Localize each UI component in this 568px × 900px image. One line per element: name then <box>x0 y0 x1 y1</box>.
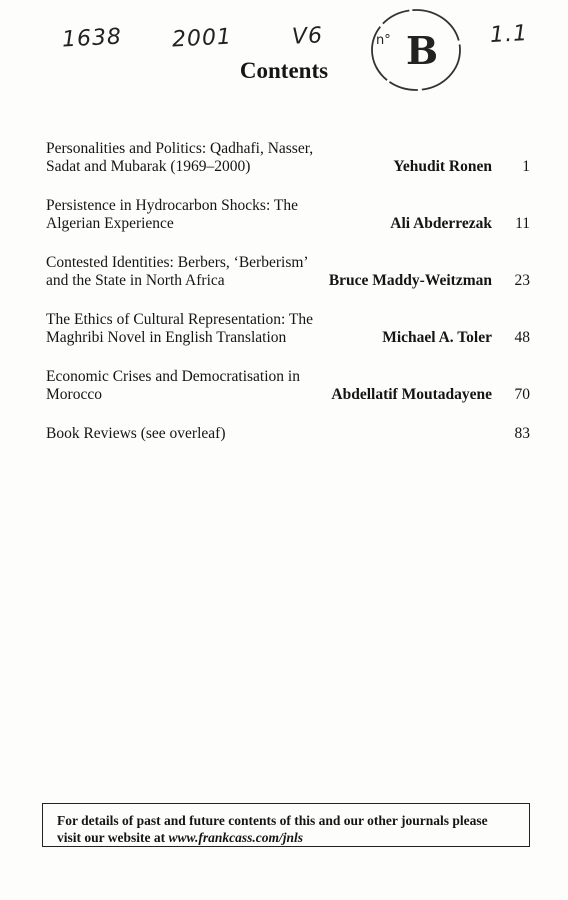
page-number: 70 <box>514 386 530 403</box>
page-number: 83 <box>514 425 530 442</box>
stamp-letter: B <box>406 28 439 73</box>
page-number: 1 <box>522 158 530 175</box>
article-title: Contested Identities: Berbers, ‘Berberism’ and the State in North Africa <box>46 254 308 289</box>
website-notice-box <box>42 803 530 847</box>
handwritten-year: 2001 <box>171 24 233 53</box>
article-author: Abdellatif Moutadayene <box>331 386 492 403</box>
page-number: 23 <box>514 272 530 289</box>
page-title: Contents <box>239 58 329 83</box>
stamp-label: n° <box>376 33 391 48</box>
toc-entry-2 <box>46 197 534 233</box>
handwritten-issue: 1.1 <box>489 21 529 48</box>
article-author: Bruce Maddy-Weitzman <box>328 272 492 289</box>
article-title: Economic Crises and Democratisation in Morocco <box>46 368 300 403</box>
article-author: Yehudit Ronen <box>393 158 492 175</box>
toc-entry-3 <box>46 254 534 290</box>
article-author: Ali Abderrezak <box>390 215 492 232</box>
page-number: 11 <box>515 215 530 232</box>
table-of-contents <box>46 140 534 464</box>
handwritten-shelfmark: 1638 <box>61 24 123 53</box>
toc-entry-4 <box>46 311 534 347</box>
toc-entry-6 <box>46 425 534 443</box>
website-link[interactable]: www.frankcass.com/jnls <box>168 830 304 845</box>
article-title: Personalities and Politics: Qadhafi, Nasser, Sadat and Mubarak (1969–2000) <box>46 140 314 175</box>
toc-entry-1 <box>46 140 534 176</box>
toc-entry-5 <box>46 368 534 404</box>
website-notice-text: For details of past and future contents of this and our other journals please visit our website at <box>57 813 488 845</box>
article-title: The Ethics of Cultural Representation: The Maghribi Novel in English Translation <box>46 311 314 346</box>
article-author: Michael A. Toler <box>382 329 492 346</box>
article-title: Book Reviews (see overleaf) <box>46 425 226 442</box>
handwritten-volume: V6 <box>291 23 324 50</box>
page-number: 48 <box>514 329 530 346</box>
article-title: Persistence in Hydrocarbon Shocks: The Algerian Experience <box>46 197 298 232</box>
